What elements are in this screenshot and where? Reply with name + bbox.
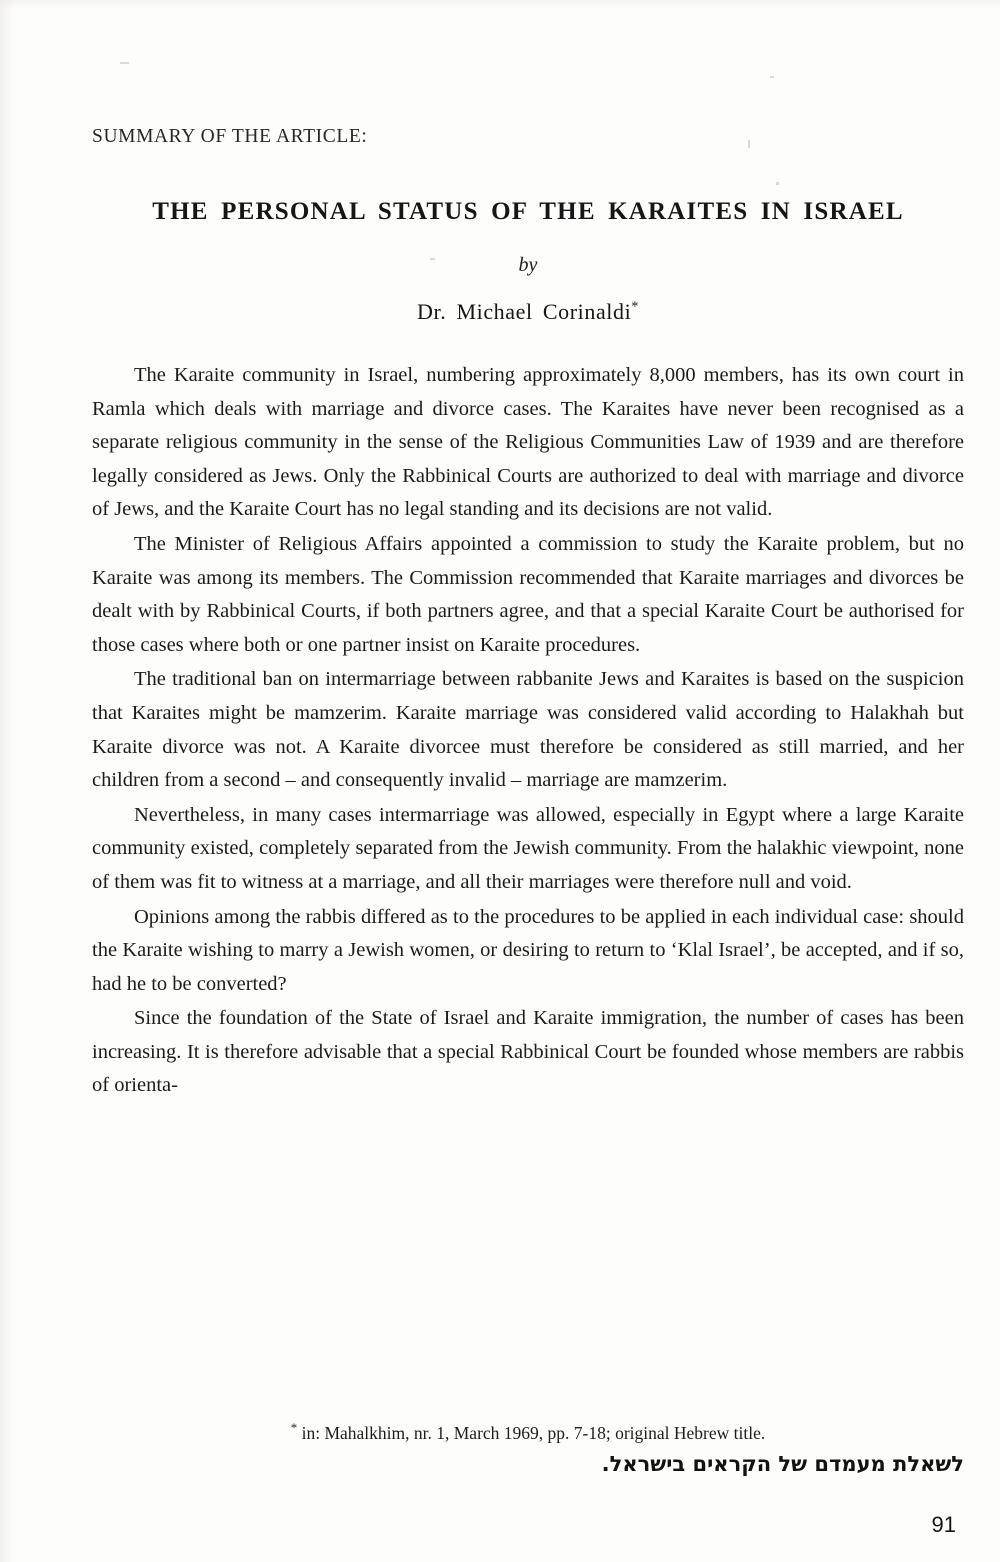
footnote bbox=[92, 1420, 964, 1444]
paragraph: Since the foundation of the State of Israel and Karaite immigration, the number of cases has been increasing. It is therefore advisable that a special Rabbinical Court be founded whose members are rabbis of orienta- bbox=[92, 1007, 964, 1097]
paragraph: The traditional ban on intermarriage between rabbanite Jews and Karaites is based on the suspicion that Karaites might be mamzerim. Karaite marriage was considered valid according to Halakhah but Karaite divorce was not. A Karaite divorcee must therefore be considered as still married, and her children from a second – and consequently invalid – marriage are mamzerim. bbox=[92, 668, 964, 792]
author-name: Dr. Michael Corinaldi bbox=[417, 299, 632, 324]
page-number: 91 bbox=[931, 1512, 956, 1537]
paragraph: The Karaite community in Israel, numbering approximately 8,000 members, has its own court in Ramla which deals with marriage and divorce cases. The Karaites have never been recognised as a separate religious community in the sense of the Religious Communities Law of 1939 and are therefore legally considered as Jews. Only the Rabbinical Courts are authorized to deal with marriage and divorce of Jews, and the Karaite Court has no legal standing and its decisions are not valid. bbox=[92, 364, 964, 521]
paragraph: The Minister of Religious Affairs appointed a commission to study the Karaite problem, but no Karaite was among its members. The Commission recommended that Karaite marriages and divorces be dealt with by Rabbinical Courts, if both partners agree, and that a special Karaite Court be authorised for those cases where both or one partner insist on Karaite procedures. bbox=[92, 532, 964, 656]
paragraph: Nevertheless, in many cases intermarriage was allowed, especially in Egypt where a large Karaite community existed, completely separated from the Jewish community. From the halakhic viewpoint, none of them was fit to witness at a marriage, and all their marriages were therefore null and void. bbox=[92, 803, 964, 893]
by-label: by bbox=[518, 254, 538, 276]
author-footnote-marker: * bbox=[631, 299, 639, 315]
hebrew-original-title: לשאלת מעמדם של הקראים בישראל. bbox=[601, 1452, 964, 1476]
footnote-text: in: Mahalkhim, nr. 1, March 1969, pp. 7-18; original Hebrew title. bbox=[301, 1422, 766, 1443]
author-line bbox=[92, 299, 964, 325]
page-title: THE PERSONAL STATUS OF THE KARAITES IN ISRAEL bbox=[152, 198, 904, 225]
summary-label: SUMMARY OF THE ARTICLE: bbox=[92, 126, 368, 147]
scan-edge-left bbox=[0, 0, 14, 1562]
footnote-marker: * bbox=[290, 1420, 298, 1435]
page-content bbox=[92, 0, 964, 1104]
article-body bbox=[92, 359, 964, 1103]
paragraph: Opinions among the rabbis differed as to the procedures to be applied in each individual case: should the Karaite wishing to marry a Jewish women, or desiring to return to ‘Klal Israel’, be accepted, and if so, had he to be converted? bbox=[92, 905, 964, 995]
